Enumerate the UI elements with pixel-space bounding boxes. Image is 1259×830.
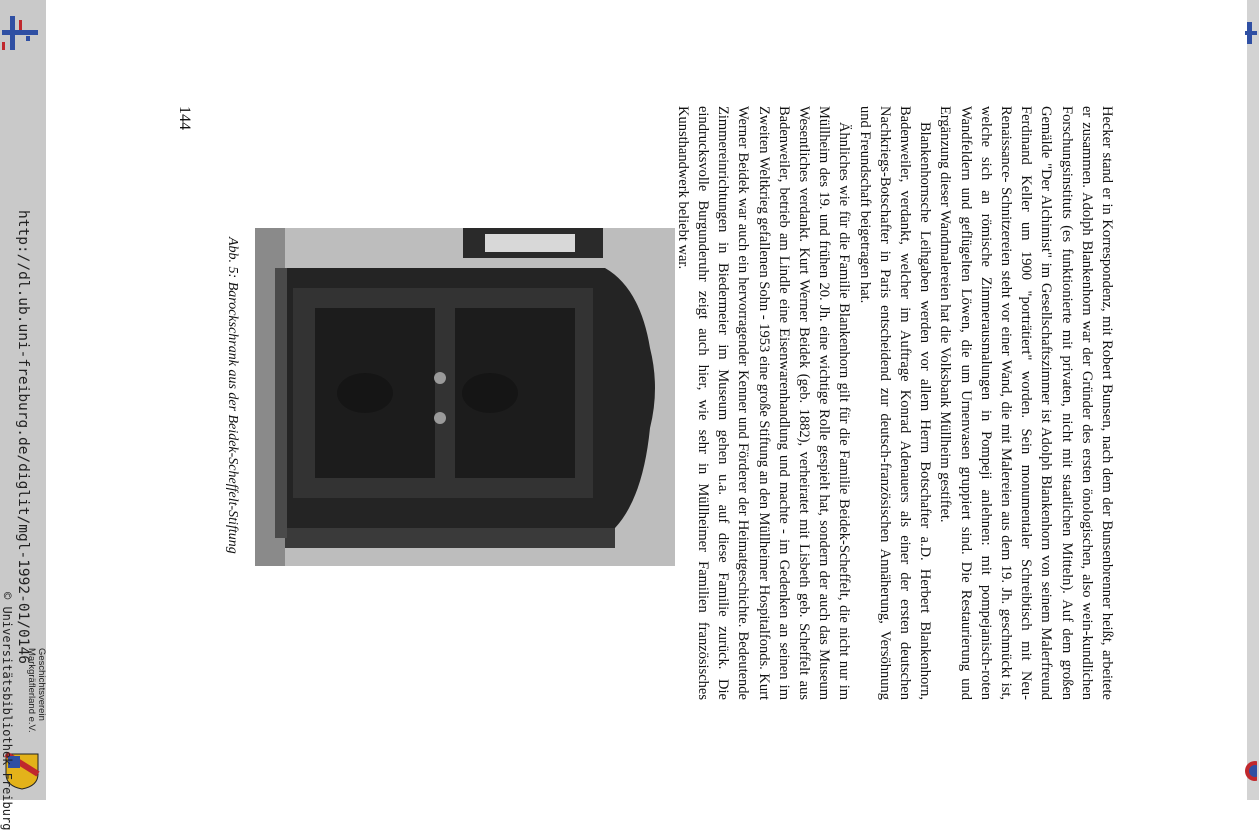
body-text (673, 106, 1117, 700)
society-name-line2: Markgräflerland e.V. (26, 648, 37, 733)
paragraph-1: Hecker stand er in Korrespondenz, mit Robert Bunsen, nach dem der Bunsenbrenner heißt, arbeitete er zusammen. Adolph Blankenhorn war der Gründer des ersten önologischen, also wein-kundlichen Forschungsinstituts (es funktionierte mit privaten, nicht mit staatlichen Mitteln). Auf dem großen Gemälde "Der Alchimist" im Gesellschaftszimmer ist Adolph Blankenhorn von seinem Malerfreund Ferdinand Keller um 1900 "porträtiert" worden. Sein monumentaler Schreibtisch mit Neu- Renaissance- Schnitzereien steht vor einer Wand, die mit Malereien aus dem 19. Jh. geschmückt ist, welche sich an römische Zimmerausmalungen in Pompeji anlehnen: mit pompejanisch-roten Wandfeldern und geflügelten Löwen, die um Urnenvasen gruppiert sind. Die Restaurierung und Ergänzung dieser Wandmalereien hat die Volksbank Müllheim gestiftet. (937, 106, 1115, 700)
right-margin-strip (1247, 0, 1259, 800)
page-number: 144 (176, 106, 193, 130)
document-url[interactable]: http://dl.ub.uni-freiburg.de/diglit/mgl-1992-01/0146 (15, 210, 31, 664)
right-edge-crest-icon (1245, 758, 1257, 784)
library-logo-icon (2, 16, 38, 50)
copyright-notice: © Universitätsbibliothek Freiburg (0, 592, 14, 830)
baroque-cabinet-photo (255, 228, 675, 566)
society-name (26, 648, 46, 748)
paragraph-3: Ähnliches wie für die Familie Blankenhorn gilt für die Familie Beidek-Scheffelt, die nicht nur im Müllheim des 19. und frühen 20. Jh. eine wichtige Rolle gespielt hat, sondern der auch das Museum Wesentliches verdankt. Kurt Werner Beidek (geb. 1882), verheiratet mit Lisbeth geb. Scheffelt aus Badenweiler, betrieb am Lindle eine Eisenwarenhandlung und machte - im Gedenken an seinen im Zweiten Weltkrieg gefallenen Sohn - 1953 eine große Stiftung an den Müllheimer Hospitalfonds. Kurt Werner Beidek war auch ein hervorragender Kenner und Förderer der Heimatgeschichte. Bedeutende Zimmereinrichtungen in Biedermeier im Museum gehen u.a. auf diese Familie zurück. Die eindrucksvolle Burgunderuhr zeigt auch hier, wie sehr in Müllheimer Familien französisches Kunsthandwerk beliebt war. (674, 106, 853, 700)
society-name-line1: Geschichtsverein (36, 648, 47, 721)
paragraph-2: Blankenhornsche Leihgaben werden vor allem Herrn Botschafter a.D. Herbert Blankenhorn, Badenweiler, verdankt, welcher im Auftrage Konrad Adenauers als einer der ersten deutschen Nachkriegs-Botschafter in Paris entscheidend zur deutsch-französischen Annäherung, Versöhnung und Freundschaft beigetragen hat. (856, 106, 934, 700)
figure-caption: Abb. 5: Barockschrank aus der Beidek-Scheffelt-Stiftung (225, 237, 240, 554)
right-edge-logo-icon (1245, 22, 1257, 44)
